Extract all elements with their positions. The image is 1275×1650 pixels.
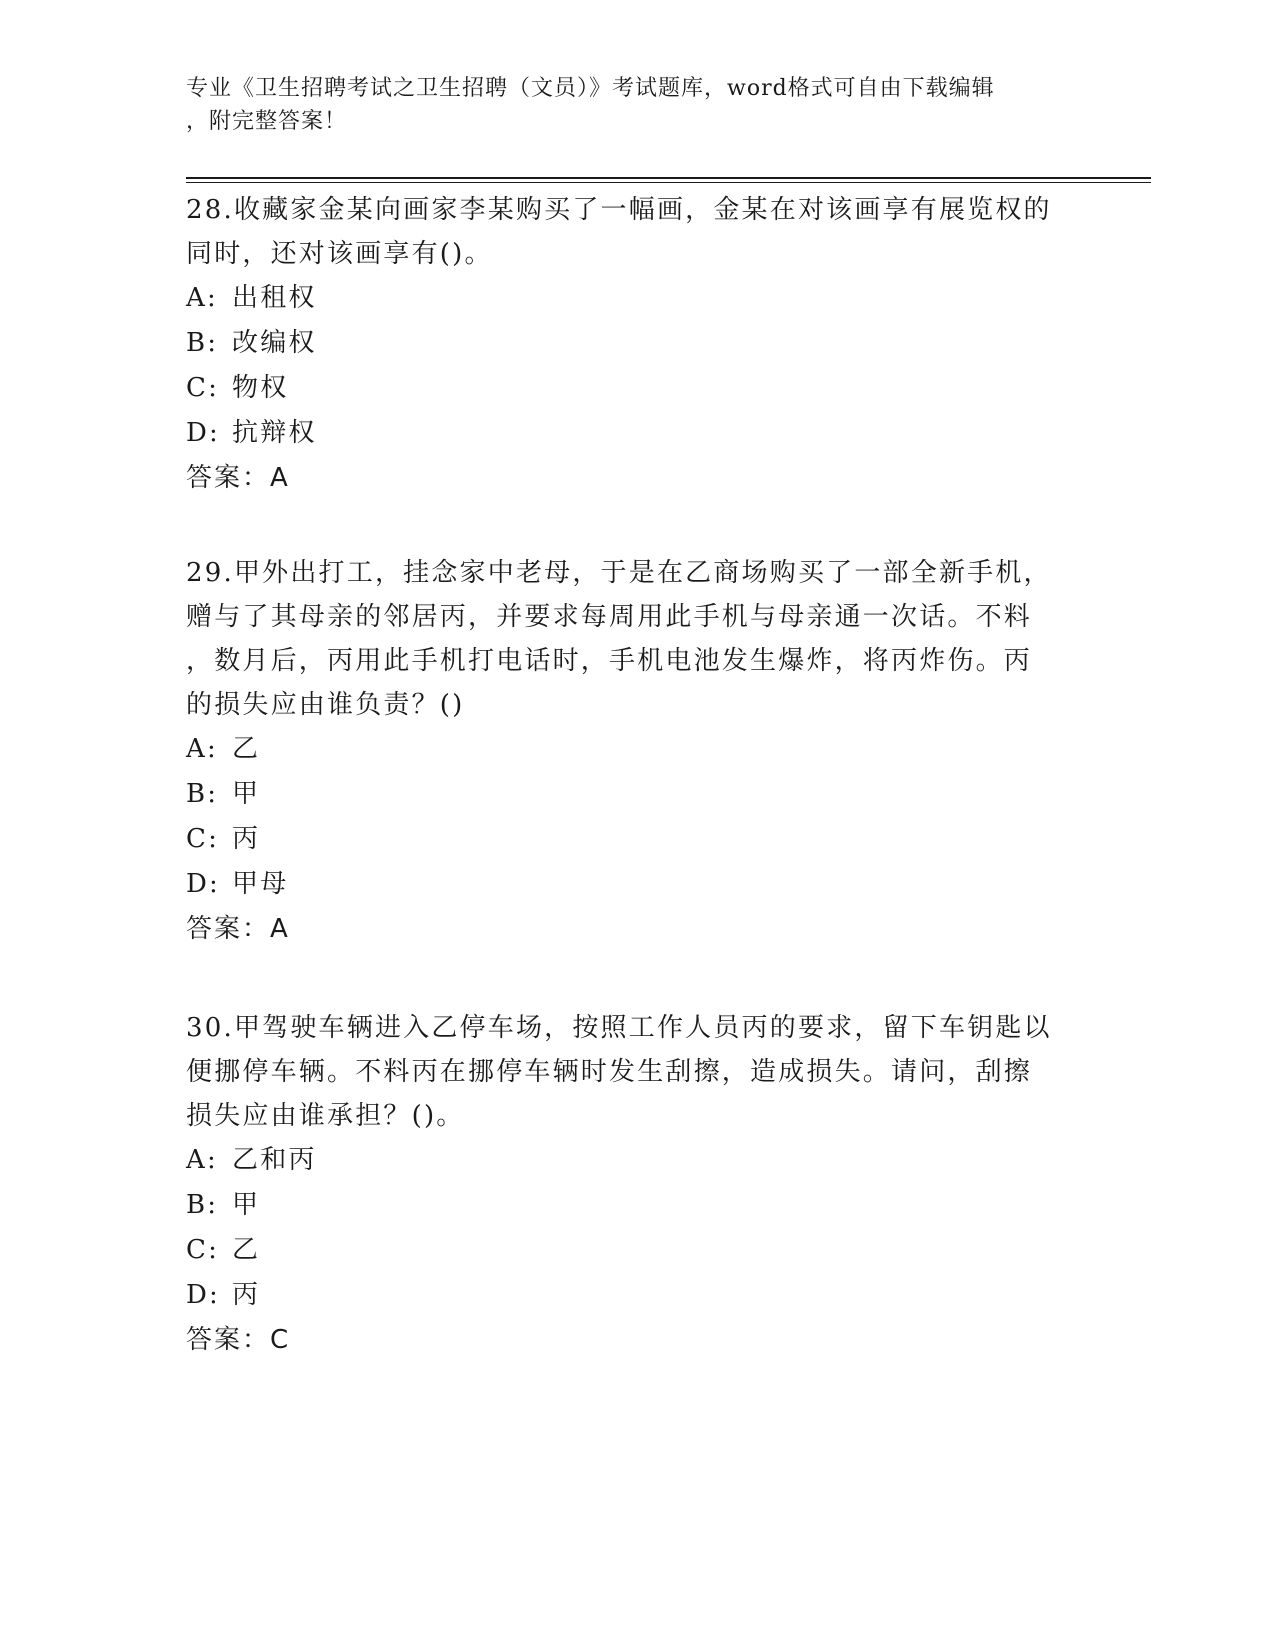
option-letter: B: — [186, 779, 219, 809]
question-stem-line: 28.收藏家金某向画家李某购买了一幅画，金某在对该画享有展览权的 — [186, 195, 1052, 225]
header-line-1: 专业《卫生招聘考试之卫生招聘（文员）》考试题库，word格式可自由下载编辑 — [186, 76, 995, 101]
option-letter: B: — [186, 328, 219, 358]
question-stem-line: 同时，还对该画享有()。 — [186, 239, 493, 269]
question-30 — [186, 1006, 1086, 1363]
option-letter: D: — [186, 1280, 221, 1310]
header-divider-thin — [186, 182, 1151, 183]
option-d — [186, 862, 1086, 907]
option-letter: C: — [186, 824, 220, 854]
document-header — [186, 72, 1066, 138]
question-stem-line: ，数月后，丙用此手机打电话时，手机电池发生爆炸，将丙炸伤。丙 — [186, 646, 1033, 676]
option-letter: C: — [186, 1235, 220, 1265]
option-a — [186, 727, 1086, 772]
option-text: 乙和丙 — [232, 1145, 317, 1175]
option-c — [186, 366, 1086, 411]
option-text: 出租权 — [232, 283, 317, 313]
option-text: 丙 — [232, 1280, 261, 1310]
option-text: 抗辩权 — [232, 418, 317, 448]
option-letter: C: — [186, 373, 220, 403]
option-a — [186, 276, 1086, 321]
option-letter: A: — [186, 283, 218, 313]
option-c — [186, 1228, 1086, 1273]
option-d — [186, 411, 1086, 456]
option-text: 物权 — [232, 373, 289, 403]
question-stem-line: 赠与了其母亲的邻居丙，并要求每周用此手机与母亲通一次话。不料 — [186, 602, 1033, 632]
option-text: 改编权 — [232, 328, 317, 358]
question-28 — [186, 188, 1086, 501]
option-letter: D: — [186, 418, 221, 448]
option-letter: B: — [186, 1190, 219, 1220]
question-stem-line: 的损失应由谁负责？() — [186, 690, 465, 720]
option-letter: A: — [186, 1145, 218, 1175]
option-letter: A: — [186, 734, 218, 764]
question-29 — [186, 551, 1086, 952]
option-letter: D: — [186, 869, 221, 899]
option-text: 丙 — [232, 824, 261, 854]
question-stem-line: 29.甲外出打工，挂念家中老母，于是在乙商场购买了一部全新手机， — [186, 558, 1052, 588]
option-text: 甲母 — [232, 869, 289, 899]
header-line-2: ，附完整答案！ — [186, 109, 348, 134]
answer-line: 答案：A — [186, 463, 290, 493]
option-b — [186, 772, 1086, 817]
header-divider-thick — [186, 177, 1151, 179]
question-stem-line: 便挪停车辆。不料丙在挪停车辆时发生刮擦，造成损失。请问，刮擦 — [186, 1057, 1033, 1087]
option-a — [186, 1138, 1086, 1183]
option-text: 乙 — [232, 1235, 261, 1265]
option-c — [186, 817, 1086, 862]
option-text: 甲 — [232, 1190, 261, 1220]
question-stem-line: 损失应由谁承担？()。 — [186, 1101, 465, 1131]
option-b — [186, 1183, 1086, 1228]
option-b — [186, 321, 1086, 366]
answer-line: 答案：C — [186, 1325, 291, 1355]
question-stem-line: 30.甲驾驶车辆进入乙停车场，按照工作人员丙的要求，留下车钥匙以 — [186, 1013, 1052, 1043]
option-text: 乙 — [232, 734, 261, 764]
option-d — [186, 1273, 1086, 1318]
option-text: 甲 — [232, 779, 261, 809]
answer-line: 答案：A — [186, 914, 290, 944]
